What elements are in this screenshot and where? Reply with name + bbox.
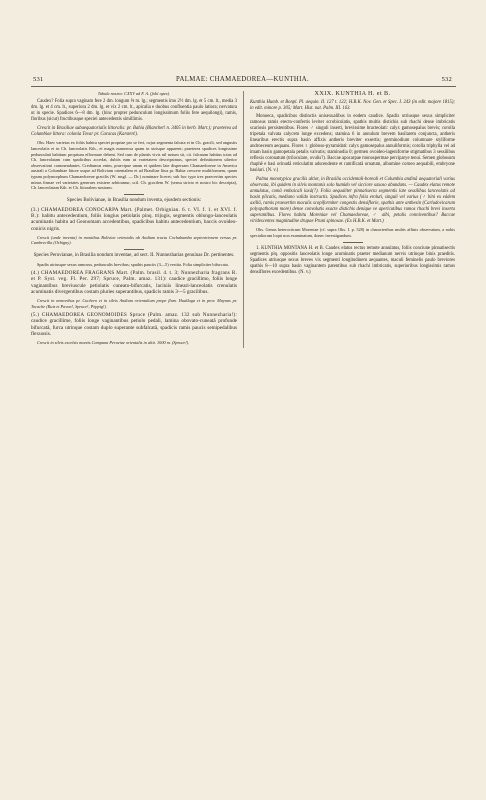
genus-references: Kunthia Humb. et Bonpl. Pl. aequin. II. 127 t. 122; H.B.K. Nov. Gen. et Spec. I. 243 (in edit. majore 1815); in edit. minore p. 305; Mart. Hist. nat. Palm. III. 163. bbox=[250, 99, 455, 111]
species-3-title: (3.) CHAMAEDOREA CONOCARPA Mart. (Palmet. Orbignian. 6. t. VI. f. 1. et XVI. f. B.): bbox=[31, 206, 237, 219]
species-4-habitat: Crescit in nemoribus pr. Cuchero et in silvis Andium orientalium prope flum. Huallaga et in prov. Maynas pr. Tocache (Ruiz et Pavon!, Spruce!, Pöppig!). bbox=[31, 298, 237, 309]
left-column bbox=[31, 91, 243, 348]
observation-note: Obs. Haec varietas ex foliis habitu speciei propriae pro se fert, cujus segmenta falcata et in Ch. gracili, sed angustis lanceolatis et in Ch. lanceolatis Kth., et magis numerosa quam in utrisque apparent; praeterea spadices longissime pedunculati habitum proprium efformare debent. Sed cum de plantis vivis nil notum sit, cit. falcatam habitus totus ad Ch. lanceolatam cum spadicibus accedat, dubiis eam ut varietatem descripsimus, speciei definitionem ulterior observationi commendantes. Crediumus enim, praecipue unam et quidem late dispersam Chamaedoreae in America australi a Columbiae littore usque ad Boliviam orientalem et ad Brasiliae litus pr. Bahia crescere multiformem, quam typum polymorphum Chamaedoreae gracilis (W. msgl. — Dr.) nominare liceret; sub hoc typo tres praecertim species minus firmae vel varietates generaes existere arbitramur, scil. Ch. gracilem W. (sensu stricto et nostro hic descripta), Ch. lanceolatam Kth. et Ch. littoralem nostram. bbox=[31, 140, 237, 191]
species-5-entry bbox=[31, 312, 237, 338]
habitat-note: Crescit in Brasiliae subaequatorialis littoralis: pr. Bahia (Blanchet! n. 3405 in herb. Mart.); praeterea ad Columbiae littora: colonia Tovar pr. Caracas (Karsten!). bbox=[31, 125, 237, 137]
page-number-left: 531 bbox=[33, 76, 44, 83]
section-divider bbox=[124, 194, 144, 195]
section-subnote: Spadix utriusque sexus ramosus, pedunculis brevibus; spathis pauciis (3—5) vestita. Folia simpliciter bifurcata. bbox=[37, 261, 229, 267]
section-divider bbox=[124, 249, 144, 250]
species-4-description: caudice gracillimo, foliis longe vaginantibus breviuscule petiolatis cuneato-bifurcatis, laciniis lineari-lanceolatis crenulatis acuminatis divergentibus costam pluries superantibus, spadicis ramis 3—5 gracilibus. bbox=[31, 276, 238, 296]
right-column bbox=[243, 91, 455, 348]
genus-observation: Obs. Genus heterocticum Moreniae (cf. supra Obs. I. p. 528) in characteribus multis affinis observatum, a nobis specialiorum loqui non examinatum, donec investigandum. bbox=[250, 227, 455, 238]
page-number-right: 532 bbox=[441, 76, 452, 83]
genus-description: Monoeca, spadicibus distinctis unisexualibus in eodem caudice. Spadix utriusque sexus simpliciter ramosus ramis erecto-confertis leviter scrobiculatis, spathis multis distichis sub rhachi dense imbricatis scariosis persistentibus. Flores ♂ singuli inserti, brevissime bracteolati: calyx gamosepalus brevis; corolla tripetala valvata calycem longe excedens; stamina 6 in annulum brevem basilarem conjuncta, antheris linearibus erectis supra basin affixis antheris breviter exsertis; germinodium columnare styliforme androeceum aequans. Flores ♀ globoso-pyramidati: calyx gamosepalus annuliformis; corolla triphylla vel ad imam basin gamopetala petalis valvatis; staminodia 0; germen ovoideo-lageniforme stigmatibus 3 sessilibus reflexis coronatum (triloculare, ovulis?). Baccae apocarpae monospermae perciparye tenui. Semen globosum rhaphê e basi orinudâ reticulatim adscendente et ramificatâ ornatum, albumine corneo aequabili, embryone basilari. (N. v.) bbox=[250, 114, 455, 174]
species-description: Caudex? Folia supra vaginam fere 2 dm. longum ⅝ m. lg.; segmentis imo 2½ dm. lg. et 5 cm. lt., media 3 dm. lg. et 4 cm. lt., superiora 2 dm. lg. et vix 2 cm. lt., apicalia e duobus confluentia paulo latiora; nervatura ut in specie. Spadices 6—8 dm. lg. (hinc propter pedunculum longissimum foliis fere aequilongi), ramis, floribus (sicut) fructibusque speciei antecedentis simillimis. bbox=[31, 99, 237, 123]
section-heading-bolivian: Species Bolivianae, in Brasilia nondum inventa, ejusdem sectionis: bbox=[66, 197, 202, 203]
genus-title: XXIX. KUNTHIA H. et B. bbox=[314, 90, 391, 97]
species-5-title: (5.) CHAMAEDOREA GEONOMOIDES Spruce (Palm. amaz. 132 sub Nunnezharia!): bbox=[31, 311, 237, 318]
text-columns bbox=[31, 91, 456, 348]
tab-caption: Tabula nostra: CXXV ad F. A. (folii apex). bbox=[97, 91, 171, 96]
species-3-entry bbox=[31, 207, 237, 233]
header-rule bbox=[31, 86, 456, 87]
species-4-title: (4.) CHAMAEDOREA FRAGRANS Mart. (Palm. brasil. 4. t. 3; Nunnezharia fragrans R. et P. Syst. veg. Fl. Per. 297; Spruce, Palm. amaz. 131): bbox=[31, 269, 237, 283]
running-title: PALMAE: CHAMAEDOREA—KUNTHIA. bbox=[175, 76, 310, 83]
section-heading-peruvian: Species Peruvianae, in Brasilia nondum inventae, ad sect. II. Nunnezharias genuinas Dr. pertinentes. bbox=[33, 252, 235, 258]
genus-habit: Palma monotypica gracilis altior, in Brasilia occidentali-boreali et Columbia andinâ aequatoriali varius observata, ibi quidem in silvis montanis solo humido vel sicciore saxoso abundans. — Caudex elatus remote annulatus, comâ embaicali laxâ(?). Folia aequaliter pinnatisecta segmentis late sessilibus lanceolatis ad basin plicatis, mediano valido instructis. Spadices infra folia eroluti, singuli vel varius (♂ bini ex eâdem axillâ, ramis praesertim maculis scopiformiter congestis densiflorie, spathis ante anthesin (Carludovicarum polyspathorum more) dense convolutis exacte distichis denique ve apericutibus ramos rhachi brevi inserta superantibus. Flores habitu Moreniae vel Chamaedoreae, ♂ albi, petalis conniventibus? Baccae viridescentes magnitudine drupae Pruni spinosae. (Ex H.B.K. et Mart.) bbox=[250, 176, 455, 224]
species-1-entry: 1. KUNTHIA MONTANA H. et B. Caudex elatus rectus remote annulatus, foliis conciune pinnatisectis segmentis plq. oppositis lanceolatis longe acuminatis praeter medianum nervis utrinque binis praeditis. Spadices utriusque sexus breves vix segmenti longitudinem aequantes, maculi feminelis paulo breviores spathis 8—10 supra basin vaginantem patentibus sub rhachi imbricatis, superioribus longissimis ramos densiflores excedentibus. (N. v.) bbox=[250, 245, 455, 275]
page-header bbox=[31, 76, 456, 83]
species-4-entry bbox=[31, 270, 237, 296]
species-5-description: caudice gracillime, foliis longe vaginantibus petiolo pedali, lamina obovato-cuneatâ profunde bifurcatâ, furca utrinque costam duplo superante subfalcatâ, spadicis ramis paucis semipedalibus flexuosis. bbox=[31, 318, 237, 338]
species-3-description: habitu antecedentium, foliis longius petiolatis pinq. trijugis, segmentis oblongo-lanceolatis acuminatis habitu ad Geonomam accedentibus, spadicibus habitu antecedentium, baccis ovoideo-conicis nigris. bbox=[31, 212, 237, 232]
section-divider bbox=[343, 242, 363, 243]
species-5-habitat: Crescit in silvis excelsis montis Campana Peruviae orientalis in altit. 1000 m. (Spruce!). bbox=[37, 340, 190, 346]
species-3-habitat: Crescit (unde inventa) in montibus Boliviae orientalis ab Andium tractu Cochabamba septentrionem versus pr. Cambrecilla (Orbigny). bbox=[31, 234, 237, 246]
